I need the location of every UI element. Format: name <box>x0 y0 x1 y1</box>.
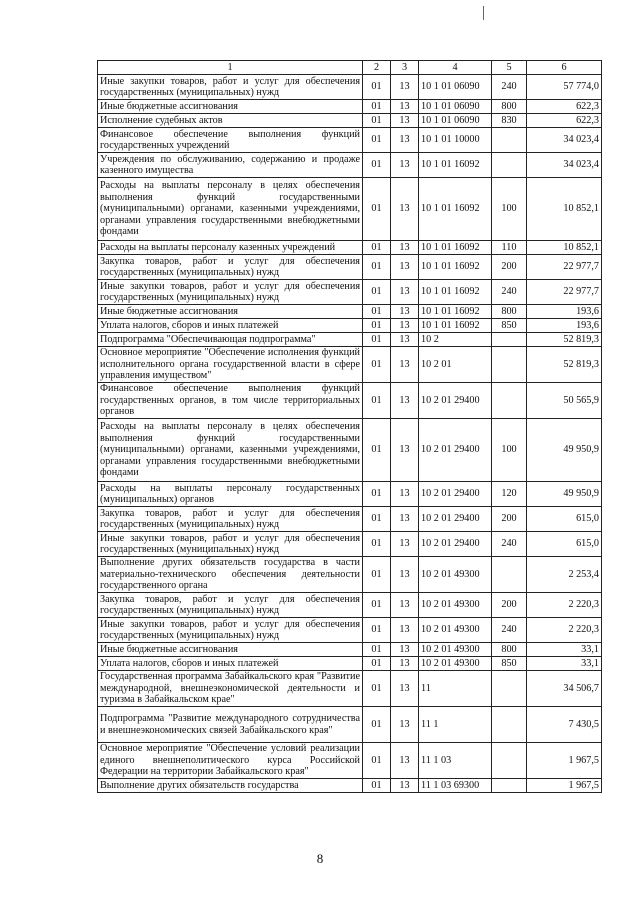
expense-type-cell <box>492 557 527 593</box>
table-row <box>98 779 602 793</box>
item-name-cell: Государственная программа Забайкальского края "Развитие международной, внешнеэкономической деятельности и туризма в Забайкальском крае" <box>98 671 363 707</box>
expense-type-cell <box>492 743 527 779</box>
target-article-cell: 10 2 01 49300 <box>419 593 492 618</box>
target-article-cell: 10 1 01 16092 <box>419 319 492 333</box>
item-name-cell: Расходы на выплаты персоналу казенных учреждений <box>98 241 363 255</box>
target-article-cell: 10 1 01 16092 <box>419 178 492 241</box>
section-cell: 01 <box>363 305 391 319</box>
section-cell: 01 <box>363 333 391 347</box>
table-row <box>98 643 602 657</box>
column-header-2: 2 <box>363 61 391 75</box>
table-header-row <box>98 61 602 75</box>
amount-cell: 10 852,1 <box>527 178 602 241</box>
item-name-cell: Иные закупки товаров, работ и услуг для обеспечения государственных (муниципальных) нужд <box>98 75 363 100</box>
amount-cell: 193,6 <box>527 319 602 333</box>
amount-cell: 615,0 <box>527 532 602 557</box>
table-row <box>98 532 602 557</box>
item-name-cell: Основное мероприятие "Обеспечение исполнения функций исполнительного органа государственной власти в сфере управления имуществом" <box>98 347 363 383</box>
section-cell: 01 <box>363 743 391 779</box>
expense-type-cell: 120 <box>492 482 527 507</box>
subsection-cell: 13 <box>391 241 419 255</box>
item-name-cell: Учреждения по обслуживанию, содержанию и продаже казенного имущества <box>98 153 363 178</box>
amount-cell: 34 023,4 <box>527 128 602 153</box>
target-article-cell: 10 2 01 <box>419 347 492 383</box>
page-number: 8 <box>316 851 324 866</box>
item-name-cell: Иные закупки товаров, работ и услуг для обеспечения государственных (муниципальных) нужд <box>98 532 363 557</box>
section-cell: 01 <box>363 255 391 280</box>
subsection-cell: 13 <box>391 593 419 618</box>
item-name-cell: Выполнение других обязательств государства <box>98 779 363 793</box>
item-name-cell: Исполнение судебных актов <box>98 114 363 128</box>
table-row <box>98 305 602 319</box>
expense-type-cell: 240 <box>492 280 527 305</box>
expense-type-cell: 110 <box>492 241 527 255</box>
column-header-5: 5 <box>492 61 527 75</box>
table-row <box>98 75 602 100</box>
target-article-cell: 10 1 01 16092 <box>419 153 492 178</box>
item-name-cell: Уплата налогов, сборов и иных платежей <box>98 657 363 671</box>
section-cell: 01 <box>363 128 391 153</box>
table-row <box>98 128 602 153</box>
subsection-cell: 13 <box>391 305 419 319</box>
subsection-cell: 13 <box>391 178 419 241</box>
table-row <box>98 347 602 383</box>
target-article-cell: 11 1 03 <box>419 743 492 779</box>
target-article-cell: 11 1 03 69300 <box>419 779 492 793</box>
table-row <box>98 114 602 128</box>
amount-cell: 49 950,9 <box>527 419 602 482</box>
amount-cell: 22 977,7 <box>527 280 602 305</box>
expense-type-cell <box>492 383 527 419</box>
amount-cell: 2 253,4 <box>527 557 602 593</box>
section-cell: 01 <box>363 779 391 793</box>
section-cell: 01 <box>363 507 391 532</box>
target-article-cell: 10 1 01 16092 <box>419 280 492 305</box>
target-article-cell: 10 1 01 06090 <box>419 100 492 114</box>
amount-cell: 1 967,5 <box>527 743 602 779</box>
section-cell: 01 <box>363 671 391 707</box>
target-article-cell: 10 2 01 29400 <box>419 482 492 507</box>
item-name-cell: Иные бюджетные ассигнования <box>98 643 363 657</box>
target-article-cell: 10 2 01 49300 <box>419 557 492 593</box>
expense-type-cell: 100 <box>492 419 527 482</box>
amount-cell: 2 220,3 <box>527 618 602 643</box>
expense-type-cell <box>492 671 527 707</box>
subsection-cell: 13 <box>391 333 419 347</box>
amount-cell: 50 565,9 <box>527 383 602 419</box>
section-cell: 01 <box>363 153 391 178</box>
column-header-4: 4 <box>419 61 492 75</box>
target-article-cell: 10 2 01 49300 <box>419 657 492 671</box>
item-name-cell: Закупка товаров, работ и услуг для обеспечения государственных (муниципальных) нужд <box>98 507 363 532</box>
subsection-cell: 13 <box>391 255 419 280</box>
subsection-cell: 13 <box>391 128 419 153</box>
target-article-cell: 10 2 01 29400 <box>419 419 492 482</box>
table-row <box>98 100 602 114</box>
table-row <box>98 618 602 643</box>
subsection-cell: 13 <box>391 643 419 657</box>
target-article-cell: 10 1 01 06090 <box>419 114 492 128</box>
item-name-cell: Расходы на выплаты персоналу государственных (муниципальных) органов <box>98 482 363 507</box>
expense-type-cell <box>492 153 527 178</box>
amount-cell: 1 967,5 <box>527 779 602 793</box>
target-article-cell: 10 2 01 29400 <box>419 383 492 419</box>
table-row <box>98 383 602 419</box>
expense-type-cell: 200 <box>492 507 527 532</box>
amount-cell: 622,3 <box>527 100 602 114</box>
target-article-cell: 10 1 01 10000 <box>419 128 492 153</box>
subsection-cell: 13 <box>391 419 419 482</box>
expense-type-cell: 800 <box>492 100 527 114</box>
subsection-cell: 13 <box>391 347 419 383</box>
expense-type-cell: 240 <box>492 618 527 643</box>
section-cell: 01 <box>363 178 391 241</box>
table-row <box>98 743 602 779</box>
section-cell: 01 <box>363 347 391 383</box>
subsection-cell: 13 <box>391 779 419 793</box>
section-cell: 01 <box>363 593 391 618</box>
expense-type-cell <box>492 707 527 743</box>
subsection-cell: 13 <box>391 383 419 419</box>
section-cell: 01 <box>363 618 391 643</box>
item-name-cell: Иные бюджетные ассигнования <box>98 100 363 114</box>
subsection-cell: 13 <box>391 743 419 779</box>
subsection-cell: 13 <box>391 532 419 557</box>
table-row <box>98 319 602 333</box>
subsection-cell: 13 <box>391 482 419 507</box>
target-article-cell: 10 2 01 29400 <box>419 507 492 532</box>
target-article-cell: 10 2 <box>419 333 492 347</box>
subsection-cell: 13 <box>391 657 419 671</box>
section-cell: 01 <box>363 532 391 557</box>
expense-type-cell: 850 <box>492 657 527 671</box>
target-article-cell: 10 1 01 06090 <box>419 75 492 100</box>
section-cell: 01 <box>363 707 391 743</box>
amount-cell: 52 819,3 <box>527 333 602 347</box>
table-row <box>98 241 602 255</box>
amount-cell: 33,1 <box>527 643 602 657</box>
subsection-cell: 13 <box>391 280 419 305</box>
expense-type-cell: 240 <box>492 75 527 100</box>
subsection-cell: 13 <box>391 557 419 593</box>
target-article-cell: 10 2 01 29400 <box>419 532 492 557</box>
item-name-cell: Иные бюджетные ассигнования <box>98 305 363 319</box>
expense-type-cell: 200 <box>492 593 527 618</box>
amount-cell: 10 852,1 <box>527 241 602 255</box>
target-article-cell: 10 2 01 49300 <box>419 643 492 657</box>
amount-cell: 2 220,3 <box>527 593 602 618</box>
amount-cell: 49 950,9 <box>527 482 602 507</box>
target-article-cell: 10 1 01 16092 <box>419 305 492 319</box>
amount-cell: 615,0 <box>527 507 602 532</box>
amount-cell: 34 023,4 <box>527 153 602 178</box>
amount-cell: 33,1 <box>527 657 602 671</box>
table-row <box>98 707 602 743</box>
subsection-cell: 13 <box>391 114 419 128</box>
section-cell: 01 <box>363 100 391 114</box>
item-name-cell: Закупка товаров, работ и услуг для обеспечения государственных (муниципальных) нужд <box>98 255 363 280</box>
table-row <box>98 671 602 707</box>
section-cell: 01 <box>363 557 391 593</box>
subsection-cell: 13 <box>391 153 419 178</box>
subsection-cell: 13 <box>391 671 419 707</box>
table-row <box>98 507 602 532</box>
subsection-cell: 13 <box>391 319 419 333</box>
section-cell: 01 <box>363 114 391 128</box>
target-article-cell: 11 <box>419 671 492 707</box>
target-article-cell: 11 1 <box>419 707 492 743</box>
section-cell: 01 <box>363 657 391 671</box>
expense-type-cell <box>492 333 527 347</box>
expense-type-cell: 200 <box>492 255 527 280</box>
table-row <box>98 419 602 482</box>
table-row <box>98 333 602 347</box>
table-row <box>98 280 602 305</box>
item-name-cell: Выполнение других обязательств государства в части материально-технического обеспечения деятельности государственного органа <box>98 557 363 593</box>
item-name-cell: Уплата налогов, сборов и иных платежей <box>98 319 363 333</box>
scan-mark <box>483 6 488 20</box>
section-cell: 01 <box>363 241 391 255</box>
expense-type-cell: 800 <box>492 305 527 319</box>
column-header-6: 6 <box>527 61 602 75</box>
amount-cell: 193,6 <box>527 305 602 319</box>
section-cell: 01 <box>363 383 391 419</box>
amount-cell: 52 819,3 <box>527 347 602 383</box>
subsection-cell: 13 <box>391 75 419 100</box>
table-row <box>98 657 602 671</box>
section-cell: 01 <box>363 482 391 507</box>
amount-cell: 22 977,7 <box>527 255 602 280</box>
item-name-cell: Закупка товаров, работ и услуг для обеспечения государственных (муниципальных) нужд <box>98 593 363 618</box>
expense-type-cell: 800 <box>492 643 527 657</box>
expense-type-cell <box>492 779 527 793</box>
expense-type-cell: 850 <box>492 319 527 333</box>
budget-table <box>97 60 602 793</box>
amount-cell: 622,3 <box>527 114 602 128</box>
table-row <box>98 593 602 618</box>
item-name-cell: Финансовое обеспечение выполнения функций государственных органов, в том числе территориальных органов <box>98 383 363 419</box>
item-name-cell: Расходы на выплаты персоналу в целях обеспечения выполнения функций государственными (муниципальными) органами, казенными учреждениями, органами управления государственными внебюджетными фондами <box>98 178 363 241</box>
expense-type-cell: 830 <box>492 114 527 128</box>
item-name-cell: Финансовое обеспечение выполнения функций государственных учреждений <box>98 128 363 153</box>
table-row <box>98 178 602 241</box>
column-header-1: 1 <box>98 61 363 75</box>
amount-cell: 7 430,5 <box>527 707 602 743</box>
expense-type-cell: 100 <box>492 178 527 241</box>
column-header-3: 3 <box>391 61 419 75</box>
amount-cell: 34 506,7 <box>527 671 602 707</box>
section-cell: 01 <box>363 319 391 333</box>
table-row <box>98 557 602 593</box>
section-cell: 01 <box>363 643 391 657</box>
subsection-cell: 13 <box>391 100 419 114</box>
expense-type-cell <box>492 128 527 153</box>
subsection-cell: 13 <box>391 507 419 532</box>
item-name-cell: Иные закупки товаров, работ и услуг для обеспечения государственных (муниципальных) нужд <box>98 618 363 643</box>
subsection-cell: 13 <box>391 707 419 743</box>
item-name-cell: Основное мероприятие "Обеспечение условий реализации единого внешнеполитического курса Российской Федерации на территории Забайкальского края" <box>98 743 363 779</box>
target-article-cell: 10 1 01 16092 <box>419 255 492 280</box>
target-article-cell: 10 2 01 49300 <box>419 618 492 643</box>
item-name-cell: Расходы на выплаты персоналу в целях обеспечения выполнения функций государственными (муниципальными) органами, казенными учреждениями, органами управления государственными внебюджетными фондами <box>98 419 363 482</box>
section-cell: 01 <box>363 419 391 482</box>
subsection-cell: 13 <box>391 618 419 643</box>
item-name-cell: Иные закупки товаров, работ и услуг для обеспечения государственных (муниципальных) нужд <box>98 280 363 305</box>
item-name-cell: Подпрограмма "Обеспечивающая подпрограмма" <box>98 333 363 347</box>
amount-cell: 57 774,0 <box>527 75 602 100</box>
expense-type-cell: 240 <box>492 532 527 557</box>
expense-type-cell <box>492 347 527 383</box>
target-article-cell: 10 1 01 16092 <box>419 241 492 255</box>
section-cell: 01 <box>363 280 391 305</box>
table-row <box>98 482 602 507</box>
section-cell: 01 <box>363 75 391 100</box>
item-name-cell: Подпрограмма "Развитие международного сотрудничества и внешнеэкономических связей Забайкальского края" <box>98 707 363 743</box>
table-row <box>98 153 602 178</box>
table-row <box>98 255 602 280</box>
